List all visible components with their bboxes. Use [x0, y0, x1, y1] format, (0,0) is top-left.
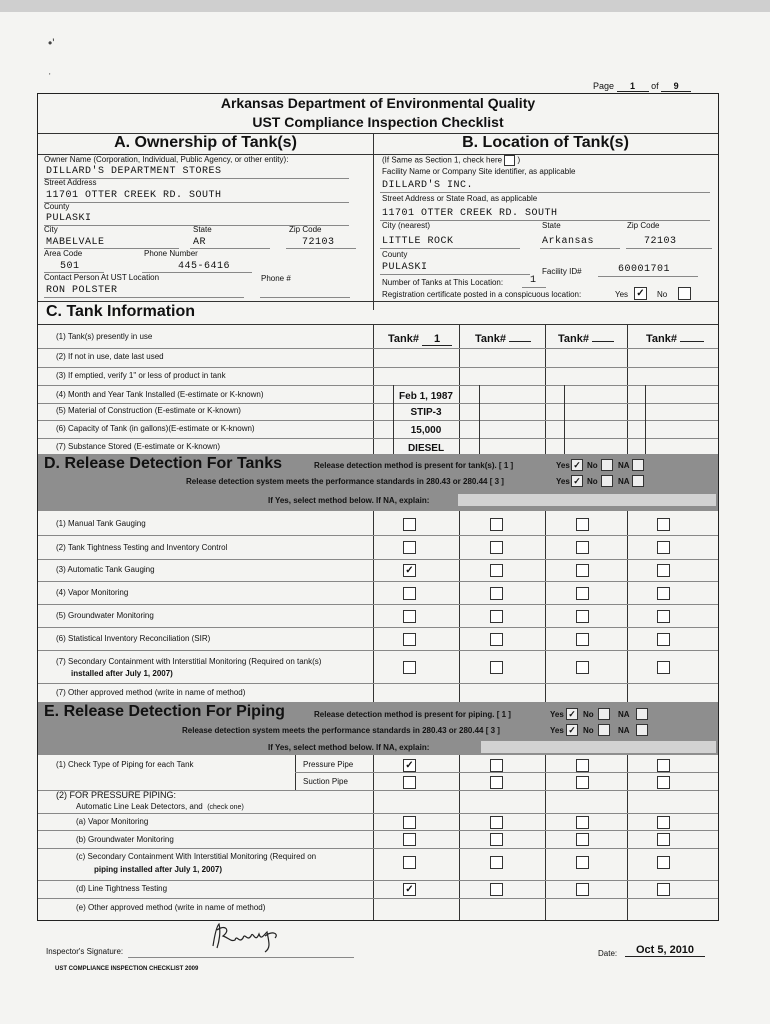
d-checkbox[interactable]	[576, 564, 589, 577]
d-checkbox[interactable]	[576, 518, 589, 531]
e-checkbox[interactable]	[576, 816, 589, 829]
d-checkbox[interactable]	[490, 541, 503, 554]
d-method-row: (1) Manual Tank Gauging	[56, 519, 146, 528]
pressure-piping-header: (2) FOR PRESSURE PIPING:	[56, 790, 177, 800]
e-checkbox[interactable]	[657, 883, 670, 896]
d-select-label: If Yes, select method below. If NA, explain:	[268, 496, 430, 505]
d-checkbox[interactable]	[657, 587, 670, 600]
checklist-form	[37, 93, 719, 921]
d-checkbox[interactable]	[490, 564, 503, 577]
pressure-pipe-label: Pressure Pipe	[303, 760, 354, 769]
area-code: 501	[60, 261, 80, 272]
d-checkbox[interactable]	[576, 633, 589, 646]
same-as-checkbox[interactable]	[504, 155, 515, 166]
date-label: Date:	[598, 949, 618, 958]
e-select-label: If Yes, select method below. If NA, explain:	[268, 743, 430, 752]
d-checkbox[interactable]	[490, 518, 503, 531]
d-method-row: (5) Groundwater Monitoring	[56, 611, 154, 620]
e-checkbox[interactable]	[576, 759, 589, 772]
inspection-date: Oct 5, 2010	[625, 944, 705, 957]
e-checkbox[interactable]	[490, 776, 503, 789]
scan-top-border	[0, 0, 770, 12]
form-title: UST Compliance Inspection Checklist	[252, 114, 504, 130]
d-checkbox[interactable]	[403, 610, 416, 623]
city-label: City	[44, 225, 58, 234]
e-other: (e) Other approved method (write in name of method)	[76, 903, 266, 912]
d-method-row: (2) Tank Tightness Testing and Inventory Control	[56, 543, 228, 552]
d-q2-no-checkbox[interactable]	[601, 475, 613, 487]
d-q1-yes-checkbox[interactable]: ✓	[571, 459, 583, 471]
d-checkbox[interactable]	[657, 564, 670, 577]
d-method-row: (3) Automatic Tank Gauging	[56, 565, 155, 574]
location-zip: 72103	[644, 236, 677, 247]
reg-no-checkbox[interactable]	[678, 287, 691, 300]
d-checkbox[interactable]	[657, 541, 670, 554]
d-checkbox[interactable]	[657, 518, 670, 531]
d-checkbox[interactable]	[490, 587, 503, 600]
phone-label: Phone Number	[144, 249, 198, 258]
same-as-label: (If Same as Section 1, check here )	[382, 155, 521, 165]
zip-label: Zip Code	[289, 225, 322, 234]
e-q1-na-label: NA	[618, 710, 630, 719]
suction-pipe-label: Suction Pipe	[303, 777, 348, 786]
owner-county: PULASKI	[46, 213, 92, 224]
alld-label: Automatic Line Leak Detectors, and (check one)	[76, 802, 244, 811]
scan-speck: '	[49, 72, 51, 81]
e-checkbox[interactable]	[490, 883, 503, 896]
e-checkbox[interactable]	[403, 856, 416, 869]
e-checkbox[interactable]	[576, 833, 589, 846]
d-checkbox[interactable]	[576, 587, 589, 600]
e-checkbox[interactable]	[490, 816, 503, 829]
inspector-signature-image	[205, 918, 285, 954]
e-q1: Release detection method is present for piping. [ 1 ]	[314, 710, 511, 719]
e-checkbox[interactable]	[403, 776, 416, 789]
e-q1-yes-checkbox[interactable]: ✓	[566, 708, 578, 720]
d-checkbox[interactable]	[403, 661, 416, 674]
owner-name: DILLARD'S DEPARTMENT STORES	[46, 166, 222, 177]
d-checkbox[interactable]	[403, 541, 416, 554]
section-b-title: B. Location of Tank(s)	[462, 134, 629, 151]
e-q2-yes-label: Yes	[550, 726, 564, 735]
d-checkbox[interactable]	[657, 661, 670, 674]
e-groundwater: (b) Groundwater Monitoring	[76, 835, 174, 844]
d-q1-na-checkbox[interactable]	[632, 459, 644, 471]
phone2-label: Phone #	[261, 274, 291, 283]
owner-state: AR	[193, 237, 207, 248]
loc-city-label: City (nearest)	[382, 221, 431, 230]
tank-1-substance: DIESEL	[407, 443, 445, 454]
e-checkbox-checked[interactable]: ✓	[403, 883, 416, 896]
d-checkbox[interactable]	[657, 633, 670, 646]
location-city: LITTLE ROCK	[382, 236, 454, 247]
e-checkbox[interactable]	[657, 816, 670, 829]
d-q2: Release detection system meets the performance standards in 280.43 or 280.44 [ 3 ]	[186, 477, 504, 486]
phone-number: 445-6416	[178, 261, 231, 272]
owner-zip: 72103	[302, 237, 335, 248]
section-a-title: A. Ownership of Tank(s)	[114, 134, 297, 151]
e-checkbox[interactable]	[657, 833, 670, 846]
contact-label: Contact Person At UST Location	[44, 273, 160, 282]
num-tanks-label: Number of Tanks at This Location:	[382, 278, 504, 287]
location-county: PULASKI	[382, 262, 428, 273]
d-method-row: (7) Other approved method (write in name of method)	[56, 688, 246, 697]
area-code-label: Area Code	[44, 249, 83, 258]
signature-label: Inspector's Signature:	[46, 947, 124, 956]
d-checkbox[interactable]	[490, 633, 503, 646]
d-method-row: (7) Secondary Containment with Interstitial Monitoring (Required on tank(s)	[56, 657, 322, 666]
facility-id: 60001701	[618, 264, 671, 275]
e-checkbox-checked[interactable]: ✓	[403, 759, 416, 772]
d-checkbox[interactable]	[576, 610, 589, 623]
tank-info-row: (4) Month and Year Tank Installed (E-estimate or K-known)	[56, 390, 264, 399]
reg-yes-label: Yes	[615, 290, 629, 299]
d-q2-na-checkbox[interactable]	[632, 475, 644, 487]
facility-label: Facility Name or Company Site identifier, as applicable	[382, 167, 576, 176]
tank-info-row: (3) If emptied, verify 1" or less of product in tank	[56, 371, 226, 380]
reg-yes-checkbox[interactable]: ✓	[634, 287, 647, 300]
tank-2-header: Tank#	[475, 333, 531, 345]
d-method-row: (4) Vapor Monitoring	[56, 588, 129, 597]
e-q2: Release detection system meets the performance standards in 280.43 or 280.44 [ 3 ]	[182, 726, 500, 735]
tank-1-installed: Feb 1, 1987	[399, 391, 453, 402]
loc-street-label: Street Address or State Road, as applicable	[382, 194, 538, 203]
section-d-title: D. Release Detection For Tanks	[44, 455, 282, 472]
d-checkbox[interactable]	[576, 541, 589, 554]
agency-title: Arkansas Department of Environmental Quality	[220, 95, 536, 111]
d-checkbox[interactable]	[490, 661, 503, 674]
e-q1-no-label: No	[583, 710, 594, 719]
page-number: Page 1 of 9	[593, 81, 691, 92]
reg-no-label: No	[657, 290, 668, 299]
owner-street: 11701 OTTER CREEK RD. SOUTH	[46, 190, 222, 201]
d-method-row-cont: installed after July 1, 2007)	[71, 669, 173, 678]
contact-person: RON POLSTER	[46, 285, 118, 296]
e-check-type: (1) Check Type of Piping for each Tank	[56, 760, 194, 769]
e-checkbox[interactable]	[576, 883, 589, 896]
d-q2-na-label: NA	[618, 477, 630, 486]
d-q2-yes-checkbox[interactable]: ✓	[571, 475, 583, 487]
d-checkbox[interactable]	[403, 587, 416, 600]
e-tightness: (d) Line Tightness Testing	[76, 884, 168, 893]
loc-state-label: State	[542, 221, 561, 230]
state-label: State	[193, 225, 212, 234]
e-q1-no-checkbox[interactable]	[598, 708, 610, 720]
d-checkbox-checked[interactable]: ✓	[403, 564, 416, 577]
e-checkbox[interactable]	[657, 759, 670, 772]
e-q2-no-label: No	[583, 726, 594, 735]
d-q1-na-label: NA	[618, 461, 630, 470]
d-checkbox[interactable]	[403, 633, 416, 646]
e-q2-na-checkbox[interactable]	[636, 724, 648, 736]
e-q1-na-checkbox[interactable]	[636, 708, 648, 720]
e-q2-na-label: NA	[618, 726, 630, 735]
e-checkbox[interactable]	[576, 856, 589, 869]
owner-city: MABELVALE	[46, 237, 105, 248]
d-method-row: (6) Statistical Inventory Reconciliation (SIR)	[56, 634, 211, 643]
d-checkbox[interactable]	[657, 610, 670, 623]
e-checkbox[interactable]	[490, 833, 503, 846]
e-checkbox[interactable]	[576, 776, 589, 789]
e-checkbox[interactable]	[403, 833, 416, 846]
d-checkbox[interactable]	[403, 518, 416, 531]
tank-1-header: Tank# 1	[388, 333, 452, 346]
d-q1-no-checkbox[interactable]	[601, 459, 613, 471]
e-explain-field[interactable]	[481, 741, 716, 753]
form-id: UST COMPLIANCE INSPECTION CHECKLIST 2009	[55, 966, 199, 972]
location-street: 11701 OTTER CREEK RD. SOUTH	[382, 208, 558, 219]
facility-id-label: Facility ID#	[542, 267, 582, 276]
e-checkbox[interactable]	[490, 759, 503, 772]
tank-1-material: STIP-3	[410, 407, 442, 418]
d-checkbox[interactable]	[490, 610, 503, 623]
tank-info-row: (6) Capacity of Tank (in gallons)(E-estimate or K-known)	[56, 424, 255, 433]
e-vapor: (a) Vapor Monitoring	[76, 817, 149, 826]
d-explain-field[interactable]	[458, 494, 716, 506]
tank-info-row: (7) Substance Stored (E-estimate or K-known)	[56, 442, 221, 451]
loc-county-label: County	[382, 250, 408, 259]
d-q2-no-label: No	[587, 477, 598, 486]
owner-label: Owner Name (Corporation, Individual, Public Agency, or other entity):	[44, 155, 289, 164]
e-checkbox[interactable]	[403, 816, 416, 829]
e-secondary-cont: piping installed after July 1, 2007)	[94, 865, 223, 874]
d-q1: Release detection method is present for tank(s). [ 1 ]	[314, 461, 514, 470]
tank-info-row: (5) Material of Construction (E-estimate or K-known)	[56, 406, 241, 415]
d-checkbox[interactable]	[576, 661, 589, 674]
facility-name: DILLARD'S INC.	[382, 180, 474, 191]
e-checkbox[interactable]	[490, 856, 503, 869]
tank-info-row: (2) If not in use, date last used	[56, 352, 164, 361]
tank-info-row: (1) Tank(s) presently in use	[56, 332, 153, 341]
d-q1-no-label: No	[587, 461, 598, 470]
d-q2-yes-label: Yes	[556, 477, 570, 486]
e-q2-no-checkbox[interactable]	[598, 724, 610, 736]
e-checkbox[interactable]	[657, 776, 670, 789]
num-tanks: 1	[530, 275, 537, 286]
section-e-title: E. Release Detection For Piping	[44, 703, 285, 720]
section-c-title: C. Tank Information	[46, 303, 196, 320]
tank-1-capacity: 15,000	[410, 425, 442, 436]
location-state: Arkansas	[542, 236, 595, 247]
scan-speck: •'	[48, 36, 55, 50]
e-q2-yes-checkbox[interactable]: ✓	[566, 724, 578, 736]
e-q1-yes-label: Yes	[550, 710, 564, 719]
county-label: County	[44, 202, 70, 211]
loc-zip-label: Zip Code	[627, 221, 660, 230]
e-secondary: (c) Secondary Containment With Interstitial Monitoring (Required on	[76, 852, 317, 861]
d-q1-yes-label: Yes	[556, 461, 570, 470]
street-label: Street Address	[44, 178, 97, 187]
tank-4-header: Tank#	[646, 333, 704, 345]
registration-label: Registration certificate posted in a conspicuous location:	[382, 290, 582, 299]
e-checkbox[interactable]	[657, 856, 670, 869]
tank-3-header: Tank#	[558, 333, 614, 345]
